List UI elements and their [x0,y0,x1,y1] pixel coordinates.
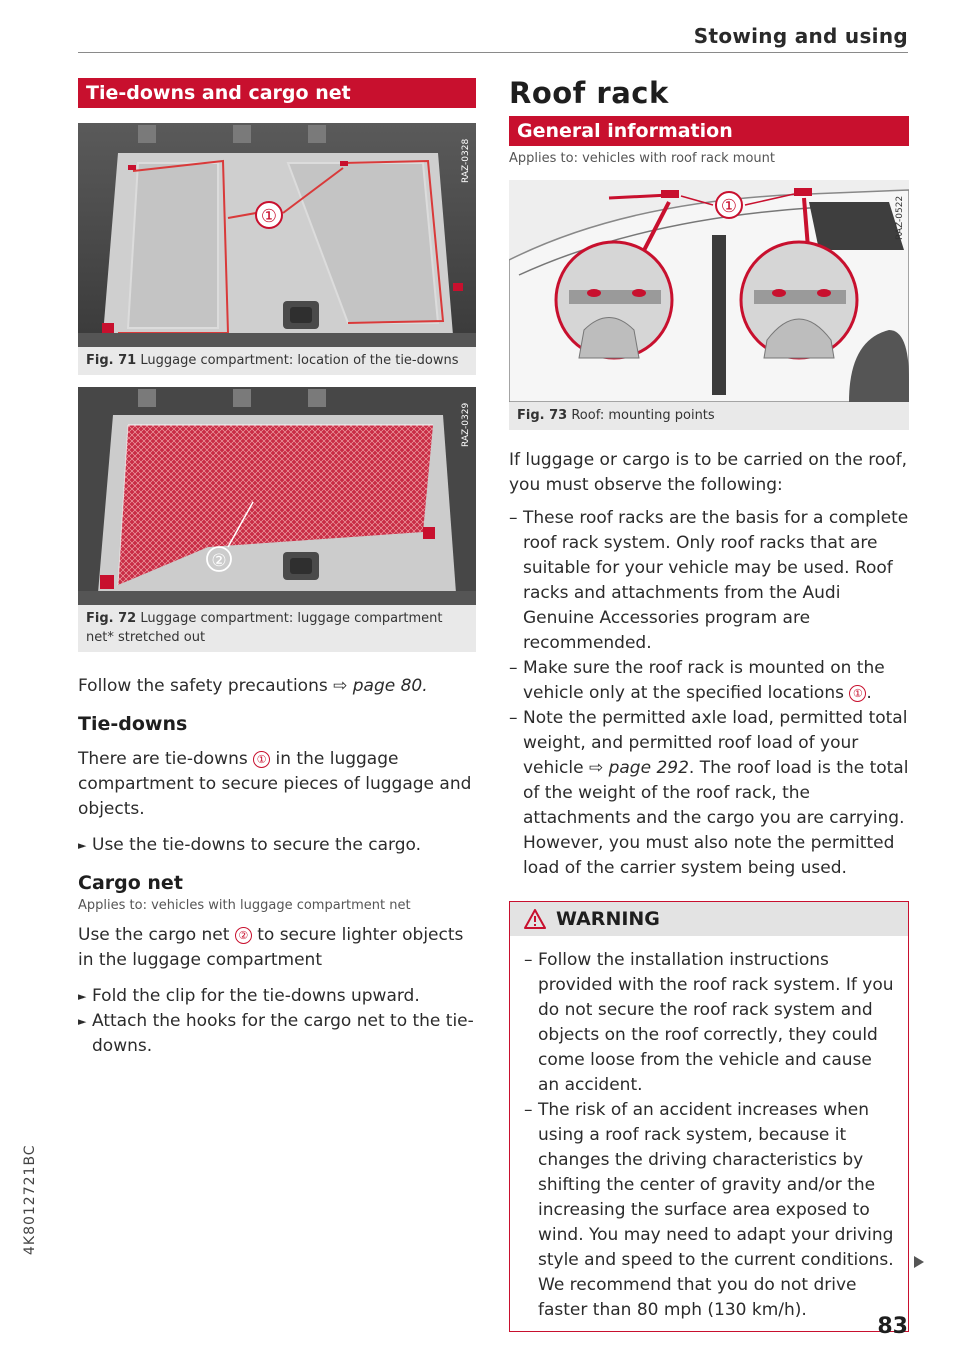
tie-downs-text-before: There are tie-downs [78,749,254,769]
continue-arrow-icon [914,1256,924,1268]
figure-73-label: Fig. 73 [517,408,568,423]
tie-down-marker: ① [253,751,270,768]
cargo-net-text-before: Use the cargo net [78,925,235,945]
roof-rack-list [509,506,909,881]
left-column [78,76,476,1059]
figure-72-marker: ② [211,551,227,571]
figure-73-image [509,180,909,402]
warning-list [524,948,894,1323]
figure-73 [509,180,909,430]
figure-72-label: Fig. 72 [86,611,137,626]
warning-item-1: – Follow the installation instructions provided with the roof rack system. If you do not secure the roof rack system and objects on the roof correctly, they could come loose from the vehicle and cause an accident. [524,948,894,1098]
roof-rack-applies: Applies to: vehicles with roof rack mount [509,151,775,166]
figure-71-image [78,123,476,347]
figure-73-marker: ① [720,196,738,217]
figure-72-caption [78,605,476,652]
tie-downs-step: ► Use the tie-downs to secure the cargo. [78,833,476,858]
section-title-bar: Tie-downs and cargo net [78,78,476,108]
figure-73-caption-text: Roof: mounting points [571,408,715,423]
bullet-2-text-after: . [866,683,872,703]
bullet-2-text-before: Make sure the roof rack is mounted on the vehicle only at the specified locations [523,658,885,703]
cargo-net-paragraph [78,923,476,973]
page-292-link[interactable]: ⇨ page 292 [588,758,689,778]
figure-72 [78,387,476,652]
warning-body [510,936,908,1331]
cargo-net-text-after: to secure lighter objects in the luggage compartment [78,925,464,970]
figure-72-image [78,387,476,605]
cargo-net-heading: Cargo net [78,872,183,894]
figure-73-code: RAZ-0522 [895,195,905,240]
bullet-3-text-after: . The roof load is the total of the weight of the roof rack, the attachments and the cargo you are carrying. However, you must also note the permitted load of the carrier system being used. [523,758,909,878]
figure-71-label: Fig. 71 [86,353,137,368]
bullet-3-text-before: Note the permitted axle load, permitted total weight, and permitted roof load of your vehicle [523,708,908,778]
figure-73-caption [509,402,909,430]
cargo-net-step-1: ► Fold the clip for the tie-downs upward. [78,984,476,1009]
tie-downs-heading: Tie-downs [78,713,188,735]
warning-header [510,902,908,936]
figure-71-marker: ① [260,206,278,227]
figure-71-caption [78,347,476,375]
roof-rack-intro: If luggage or cargo is to be carried on the roof, you must observe the following: [509,450,908,495]
roof-rack-title: Roof rack [509,76,669,110]
general-information-bar: General information [509,116,909,146]
figure-72-code: RAZ-0329 [461,402,471,447]
header-divider [78,52,908,53]
figure-72-caption-text: Luggage compartment: luggage compartment net* stretched out [86,611,443,645]
roof-rack-bullet-3 [509,706,909,881]
running-header: Stowing and using [693,24,908,48]
roof-rack-bullet-1: – These roof racks are the basis for a complete roof rack system. Only roof racks that are suitable for your vehicle may be used. Roof racks and attachments from the Audi Genuine Accessories program are recommended. [509,506,909,656]
safety-text: Follow the safety precautions [78,676,334,696]
figure-71 [78,123,476,375]
page-number: 83 [877,1314,908,1339]
figure-71-code: RAZ-0328 [461,138,471,183]
warning-title: WARNING [556,908,660,930]
warning-item-2: – The risk of an accident increases when using a roof rack system, because it changes the driving characteristics by shifting the center of gravity and/or the increasing the surface area exposed to wind. You may need to adapt your driving style and speed to the current conditions. We recommend that you do not drive faster than 80 mph (130 km/h). [524,1098,894,1323]
tie-downs-text-after: in the luggage compartment to secure pieces of luggage and objects. [78,749,472,819]
warning-box [509,901,909,1332]
roof-rack-bullet-2 [509,656,909,706]
mount-location-marker: ① [849,685,866,702]
cargo-net-marker: ② [235,927,252,944]
safety-page-link[interactable]: ⇨ page 80. [333,676,428,696]
cargo-net-applies: Applies to: vehicles with luggage compartment net [78,898,411,913]
cargo-net-step-2: ► Attach the hooks for the cargo net to the tie-downs. [78,1009,476,1059]
warning-triangle-icon [524,909,546,929]
tie-downs-paragraph [78,747,476,822]
safety-paragraph [78,674,476,699]
figure-71-caption-text: Luggage compartment: location of the tie-downs [140,353,459,368]
document-code: 4K8012721BC [22,1144,38,1255]
right-column [509,76,909,1332]
